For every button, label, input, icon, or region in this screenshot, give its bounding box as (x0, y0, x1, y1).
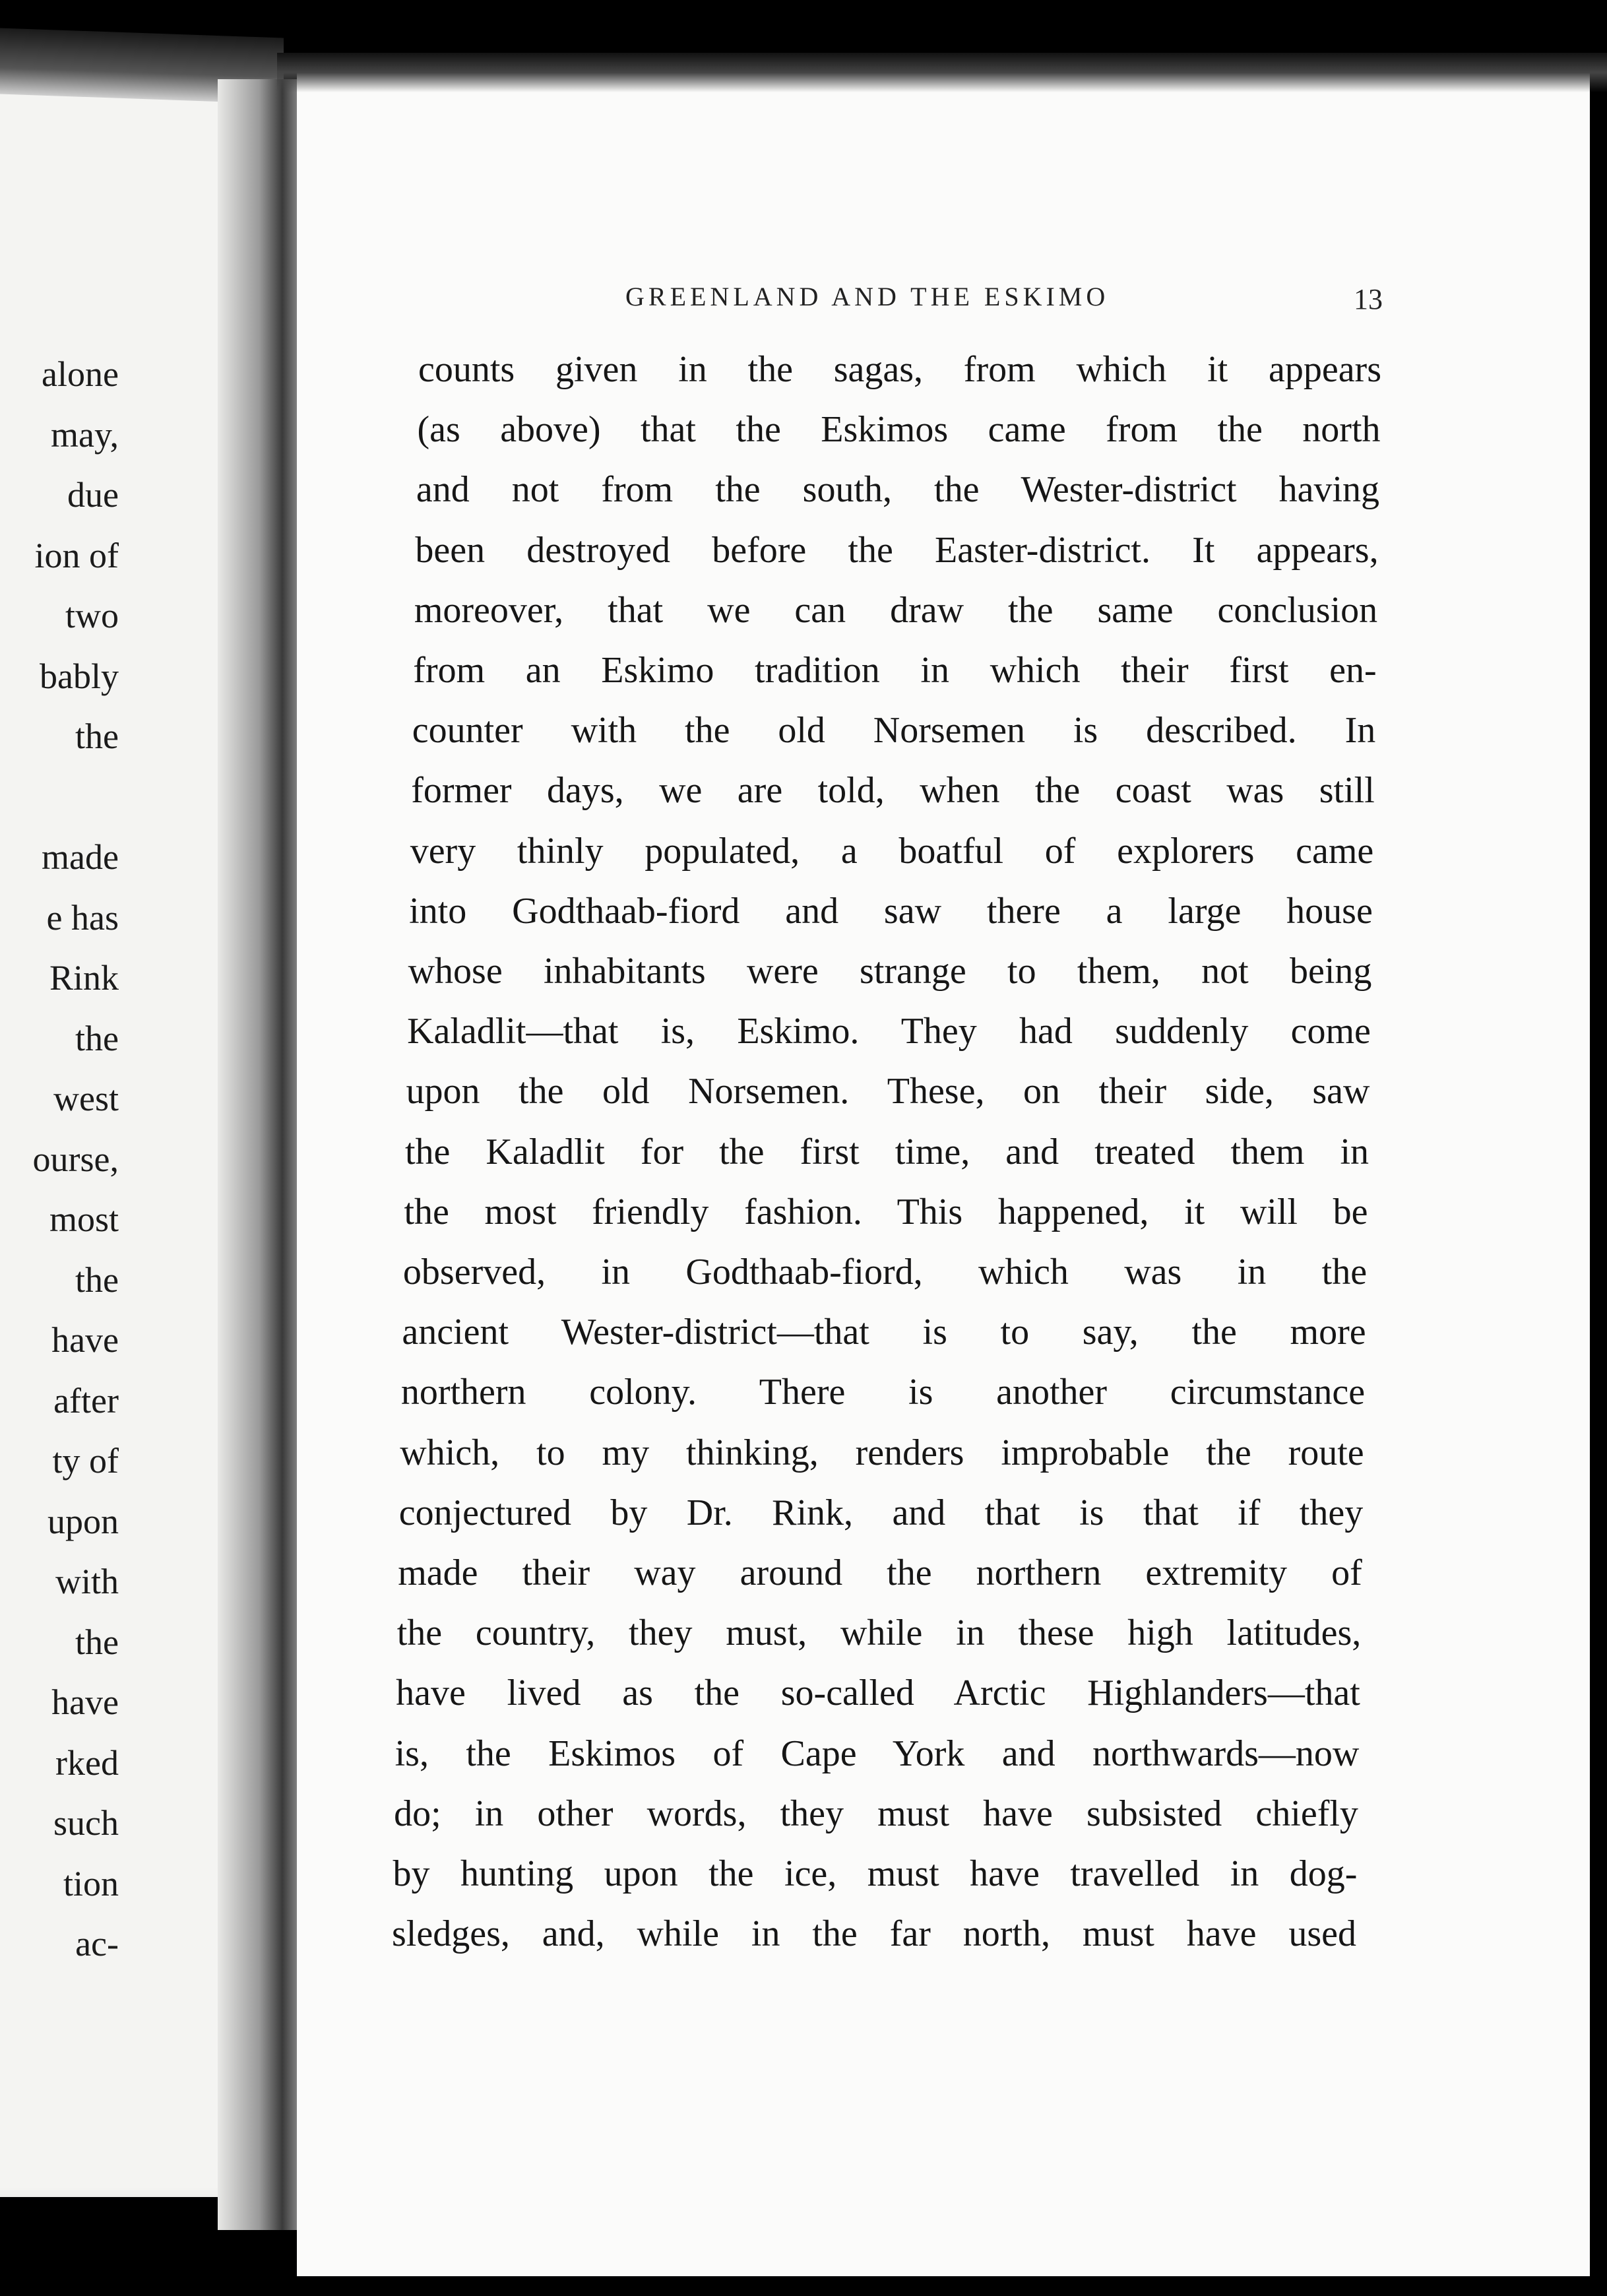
text-line: whose inhabitants were strange to them, not being (408, 951, 1372, 992)
facing-text-line: bably (40, 656, 119, 696)
text-line: do; in other words, they must have subsisted chiefly (394, 1793, 1358, 1834)
text-line: ancient Wester-district—that is to say, the more (402, 1312, 1366, 1353)
text-line: upon the old Norsemen. These, on their side, saw (406, 1071, 1370, 1112)
facing-text-line: the (75, 717, 119, 756)
facing-text-line: have (51, 1320, 119, 1360)
facing-text-line: made (42, 837, 119, 877)
facing-text-line: the (75, 1018, 119, 1058)
text-line: (as above) that the Eskimos came from the north (417, 409, 1381, 451)
text-line: by hunting upon the ice, must have travelled in dog- (393, 1853, 1358, 1894)
text-line: conjectured by Dr. Rink, and that is that if they (398, 1492, 1364, 1533)
facing-text-line: the (75, 1260, 119, 1300)
facing-text-line: ty of (52, 1441, 119, 1481)
facing-text-line: e has (46, 897, 119, 938)
facing-text-line: after (53, 1380, 119, 1420)
text-line: is, the Eskimos of Cape York and northwards—now (394, 1733, 1360, 1774)
facing-text-line: have (51, 1682, 119, 1722)
text-line: very thinly populated, a boatful of explorers came (410, 830, 1374, 872)
facing-text-line: upon (47, 1501, 119, 1541)
facing-text-line: west (53, 1079, 119, 1118)
facing-text-line: such (53, 1803, 119, 1843)
facing-text-line: ourse, (32, 1139, 119, 1179)
facing-text-line: may, (51, 414, 119, 455)
text-line: into Godthaab-fiord and saw there a large house (409, 890, 1373, 932)
text-line: made their way around the northern extremity of (398, 1552, 1362, 1593)
text-line: counter with the old Norsemen is described. In (412, 710, 1376, 751)
facing-text-line: with (55, 1562, 119, 1601)
facing-text-line: tion (63, 1863, 119, 1903)
facing-text-line: alone (42, 354, 119, 394)
facing-text-line: ion of (34, 535, 119, 575)
facing-text-line: most (49, 1199, 119, 1239)
running-head: GREENLAND AND THE ESKIMO (625, 282, 1110, 311)
text-line: former days, we are told, when the coast was still (411, 770, 1375, 812)
text-line: Kaladlit—that is, Eskimo. They had suddenly come (407, 1011, 1371, 1052)
facing-text-line: two (65, 596, 119, 635)
text-line: the most friendly fashion. This happened, it will be (404, 1191, 1368, 1232)
facing-text-line: rked (55, 1742, 119, 1783)
text-line: been destroyed before the Easter-district. It appears, (415, 529, 1379, 571)
facing-text-line: ac- (75, 1924, 119, 1963)
facing-text-line: Rink (49, 958, 119, 998)
text-line: the Kaladlit for the first time, and treated them in (405, 1131, 1369, 1172)
text-line: and not from the south, the Wester-district having (416, 469, 1380, 511)
facing-text-line: the (75, 1622, 119, 1662)
text-line: northern colony. There is another circumstance (400, 1372, 1366, 1413)
text-line: which, to my thinking, renders improbable the route (400, 1432, 1364, 1473)
facing-text-line: due (67, 475, 119, 515)
page-number: 13 (1354, 283, 1383, 315)
text-line: observed, in Godthaab-fiord, which was in the (402, 1252, 1368, 1292)
text-line: counts given in the sagas, from which it appears (418, 349, 1381, 390)
text-line: the country, they must, while in these high latitudes, (396, 1612, 1362, 1654)
text-line: moreover, that we can draw the same conclusion (414, 589, 1378, 631)
text-line: from an Eskimo tradition in which their first en- (413, 650, 1377, 691)
text-line: have lived as the so-called Arctic Highlanders—that (396, 1673, 1360, 1714)
text-line: sledges, and, while in the far north, must have used (392, 1913, 1356, 1955)
